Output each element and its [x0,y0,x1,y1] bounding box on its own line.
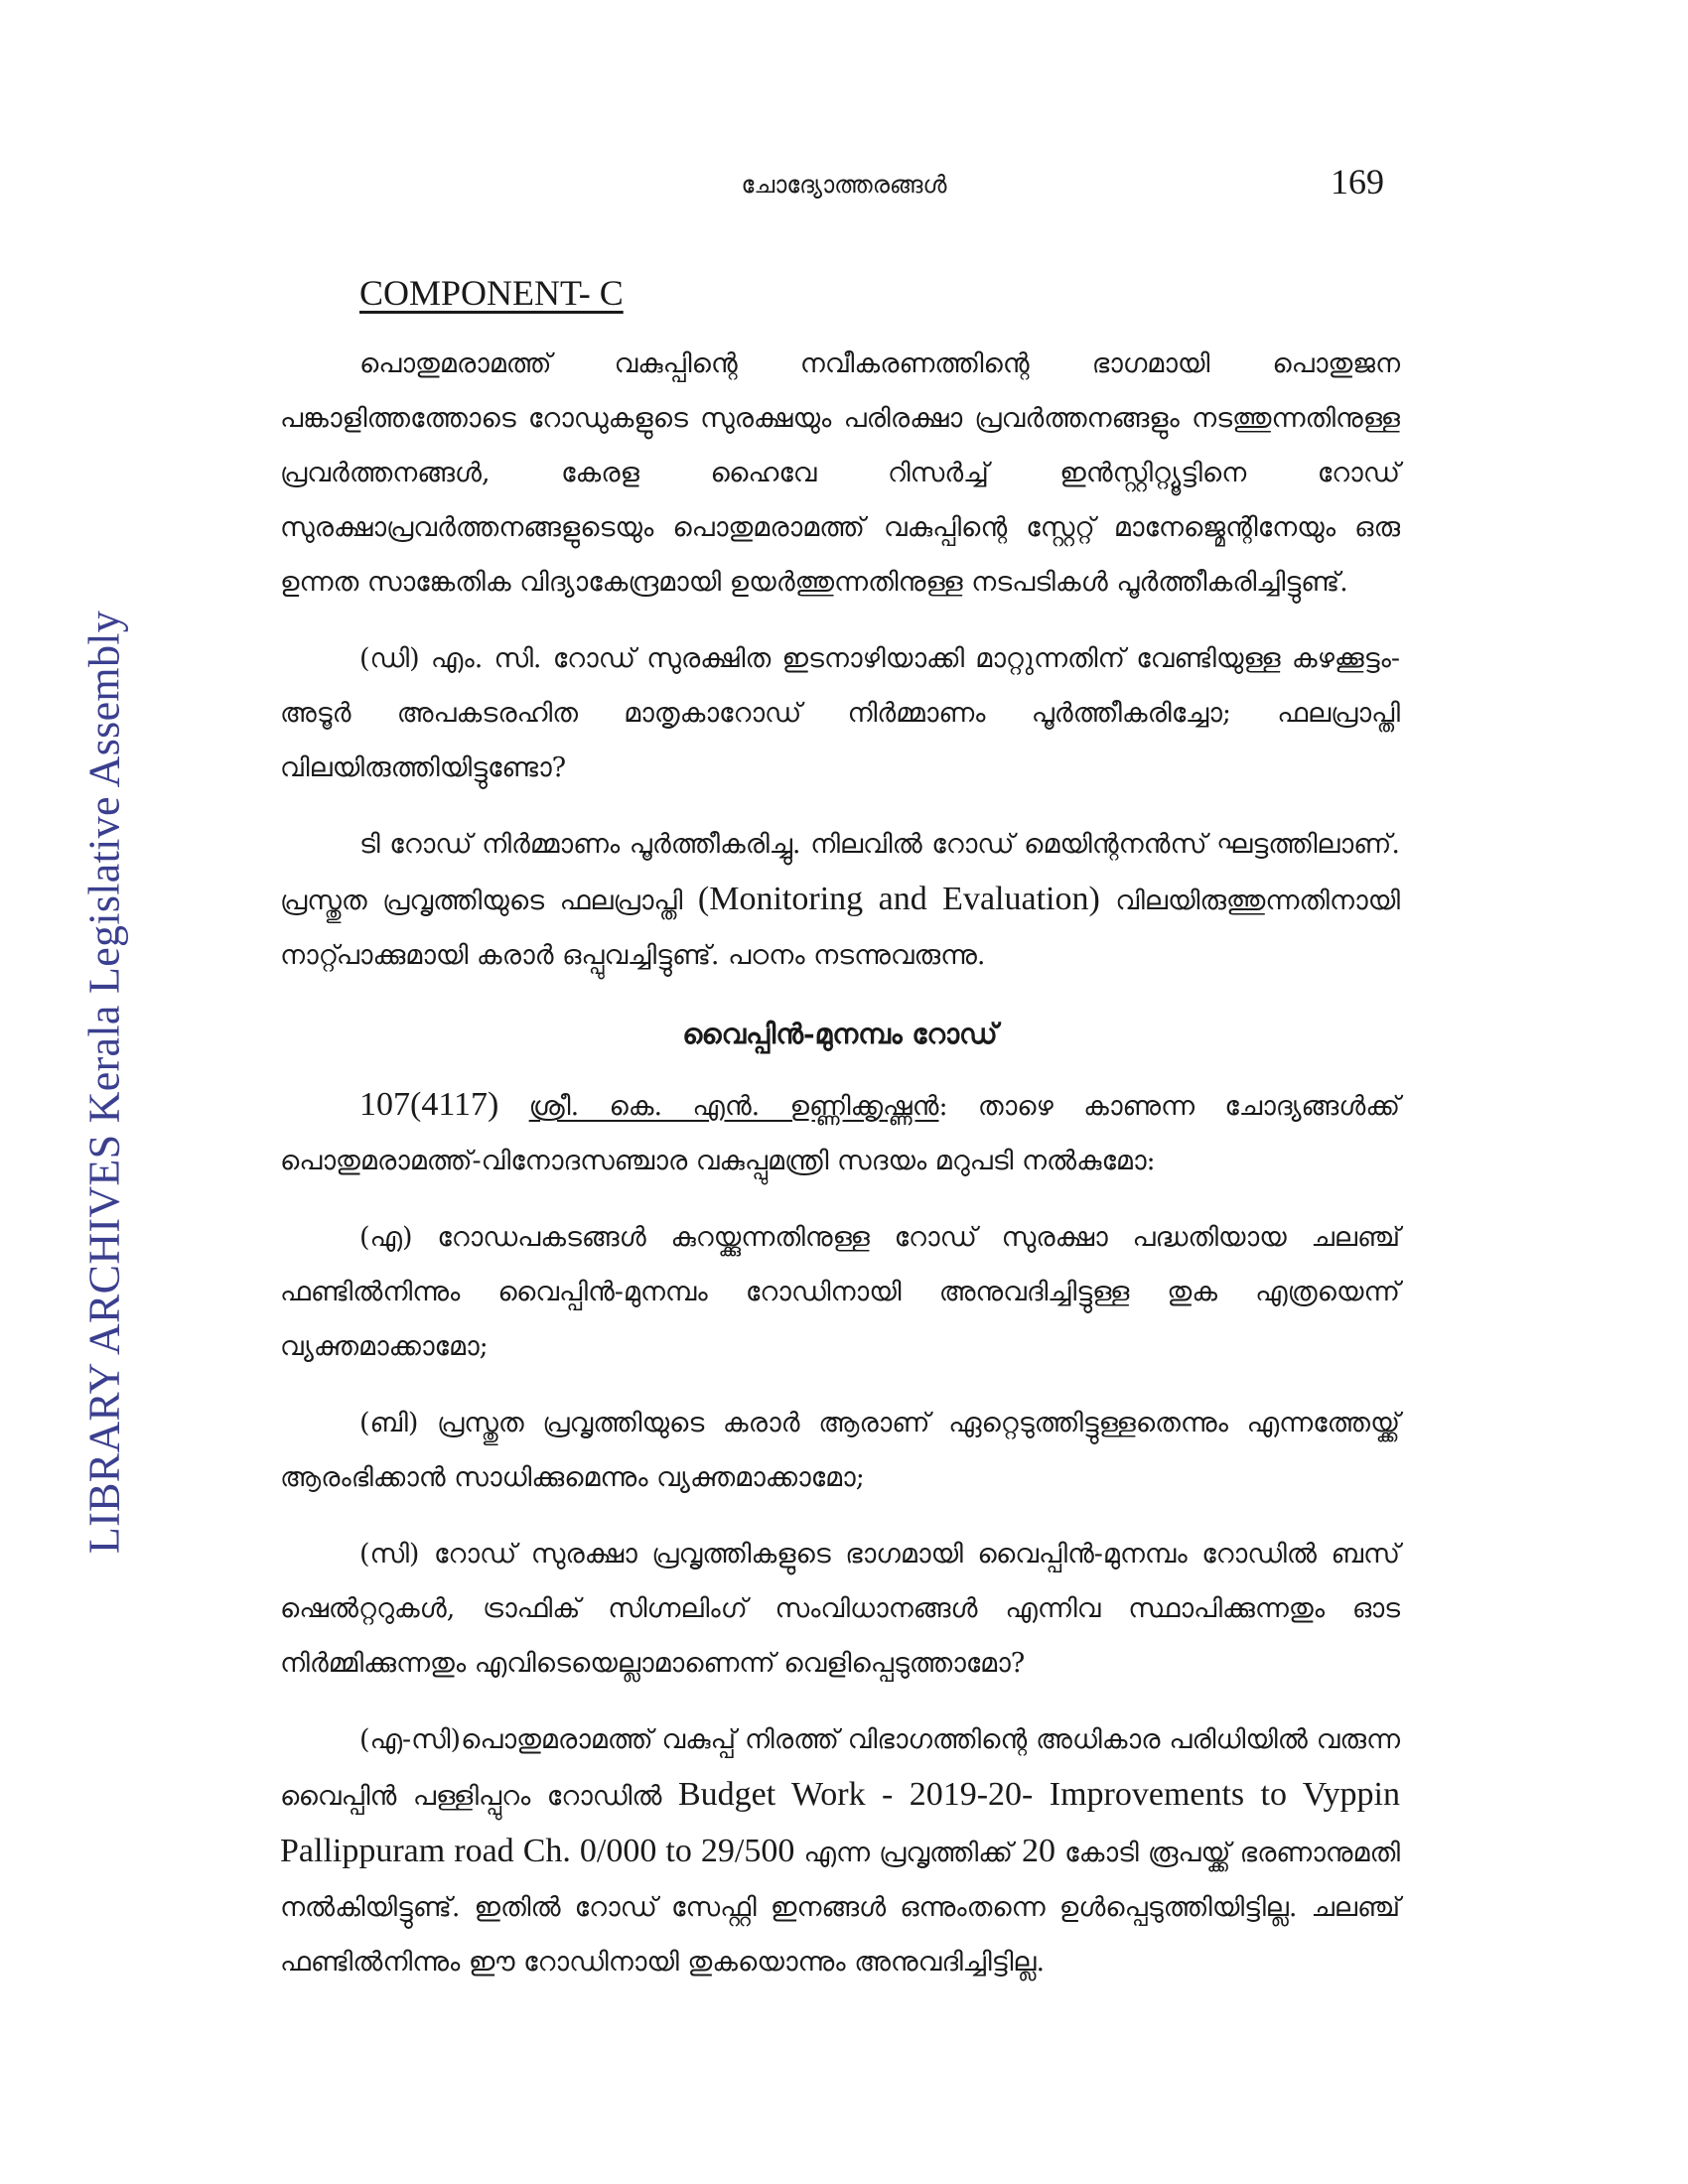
answer-d [280,817,1400,983]
archive-watermark: LIBRARY ARCHIVES Kerala Legislative Assembly [79,610,129,1555]
page-body [280,263,1400,2011]
question-intro [280,1077,1400,1188]
answer-text-3: കോടി രൂപയ്ക്ക് ഭരണാനുമതി നൽകിയിട്ടുണ്ട്. ഇതിൽ റോഡ് സേഫ്റ്റി ഇനങ്ങൾ ഒന്നുംതന്നെ ഉൾപ്പെടുത്തിയിട്ടില്ല. ചലഞ്ച് ഫണ്ടിൽനിന്നും ഈ റോഡിനായി തുകയൊന്നും അനുവദിച്ചിട്ടില്ല. [280,1838,1400,1978]
page-number: 169 [1331,162,1384,202]
question-b: (ബി) പ്രസ്തുത പ്രവൃത്തിയുടെ കരാർ ആരാണ് ഏറ്റെടുത്തിട്ടുള്ളതെന്നും എന്നത്തേയ്ക്ക് ആരംഭിക്കാൻ സാധിക്കുമെന്നും വ്യക്തമാക്കാമോ; [280,1408,1400,1493]
component-c-paragraph: പൊതുമരാമത്ത് വകുപ്പിന്റെ നവീകരണത്തിന്റെ ഭാഗമായി പൊതുജന പങ്കാളിത്തത്തോടെ റോഡുകളുടെ സുരക്ഷയും പരിരക്ഷാ പ്രവർത്തനങ്ങളും നടത്തുന്നതിനുള്ള പ്രവർത്തനങ്ങൾ, കേരള ഹൈവേ റിസർച്ച് ഇൻസ്റ്റിറ്റ്യൂട്ടിനെ റോഡ് സുരക്ഷാപ്രവർത്തനങ്ങളുടെയും പൊതുമരാമത്ത് വകുപ്പിന്റെ സ്റ്റേറ്റ് മാനേജ്മെന്റിനേയും ഒരു ഉന്നത സാങ്കേതിക വിദ്യാകേന്ദ്രമായി ഉയർത്തുന്നതിനുള്ള നടപടികൾ പൂർത്തീകരിച്ചിട്ടുണ്ട്. [280,348,1400,598]
answer-text-2: എന്ന പ്രവൃത്തിക്ക് [794,1838,1023,1868]
answer-english-work: Budget Work - 2019-20- Improvements to Vyppin Pallippuram road Ch. 0/000 to 29/500 [280,1776,1400,1869]
member-name: ശ്രീ. കെ. എൻ. ഉണ്ണിക്കൃഷ്ണൻ [528,1091,939,1122]
answer-amount: 20 [1022,1833,1056,1869]
answer-a-c [280,1712,1400,1989]
question-d: (ഡി) എം. സി. റോഡ് സുരക്ഷിത ഇടനാഴിയാക്കി മാറ്റുന്നതിന് വേണ്ടിയുള്ള കഴക്കൂട്ടം-അടൂർ അപകടരഹിത മാതൃകാറോഡ് നിർമ്മാണം പൂർത്തീകരിച്ചോ; ഫലപ്രാപ്തി വിലയിരുത്തിയിട്ടുണ്ടോ? [280,643,1400,783]
question-intro-text: : താഴെ കാണുന്ന ചോദ്യങ്ങൾക്ക് പൊതുമരാമത്ത്-വിനോദസഞ്ചാര വകുപ്പുമന്ത്രി സദയം മറുപടി നൽകുമോ: [280,1091,1400,1176]
answer-d-english: (Monitoring and Evaluation) [697,881,1100,917]
answer-d-text-1: ടി റോഡ് നിർമ്മാണം പൂർത്തീകരിച്ചു. നിലവിൽ റോഡ് മെയിന്റനൻസ് ഘട്ടത്തിലാണ്. പ്രസ്തുത പ്രവൃത്തിയുടെ ഫലപ്രാപ്തി [280,829,1400,916]
question-number: 107(4117) [359,1086,499,1123]
question-a: (എ) റോഡപകടങ്ങൾ കുറയ്ക്കുന്നതിനുള്ള റോഡ് സുരക്ഷാ പദ്ധതിയായ ചലഞ്ച് ഫണ്ടിൽനിന്നും വൈപ്പിൻ-മുനമ്പം റോഡിനായി അനുവദിച്ചിട്ടുള്ള തുക എത്രയെന്ന് വ്യക്തമാക്കാമോ; [280,1222,1400,1362]
answer-d-text-2: വിലയിരുത്തുന്നതിനായി നാറ്റ്പാക്കുമായി കരാർ ഒപ്പുവച്ചിട്ടുണ്ട്. പഠനം നടന്നുവരുന്നു. [280,886,1401,971]
section-heading: COMPONENT- C [359,273,624,313]
road-section-title: വൈപ്പിൻ-മുനമ്പം റോഡ് [682,1018,998,1050]
question-c: (സി) റോഡ് സുരക്ഷാ പ്രവൃത്തികളുടെ ഭാഗമായി വൈപ്പിൻ-മുനമ്പം റോഡിൽ ബസ് ഷെൽറ്ററുകൾ, ട്രാഫിക് സിഗ്നലിംഗ് സംവിധാനങ്ങൾ എന്നിവ സ്ഥാപിക്കുന്നതും ഓട നിർമ്മിക്കുന്നതും എവിടെയെല്ലാമാണെന്ന് വെളിപ്പെടുത്താമോ? [280,1539,1400,1679]
running-header: ചോദ്യോത്തരങ്ങൾ [741,171,947,199]
answer-text-1: (എ-സി)പൊതുമരാമത്ത് വകുപ്പ് നിരത്ത് വിഭാഗത്തിന്റെ അധികാര പരിധിയിൽ വരുന്ന വൈപ്പിൻ പള്ളിപ്പുറം റോഡിൽ [280,1724,1400,1812]
